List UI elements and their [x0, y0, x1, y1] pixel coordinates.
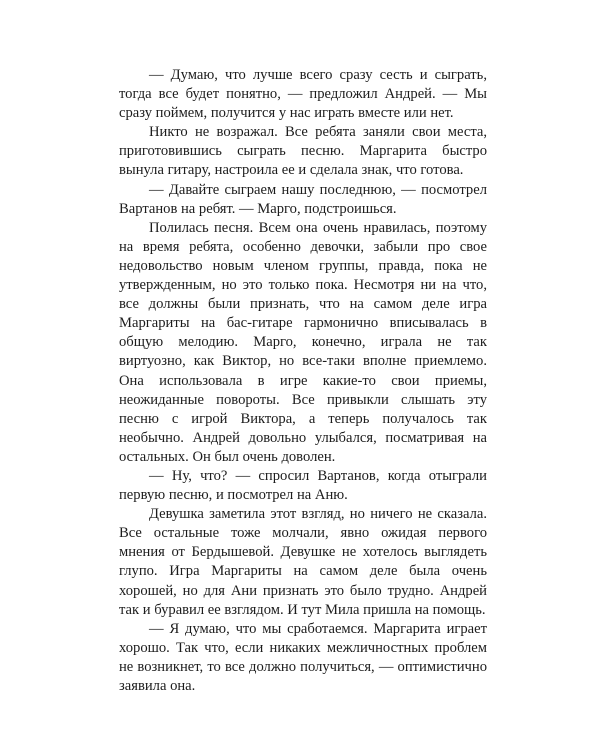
paragraph-2: Никто не возражал. Все ребята заняли свои места, приготовившись сыграть песню. Маргарита быстро вынула гитару, настроила ее и сделала знак, что готова.	[119, 124, 487, 179]
text-block	[119, 66, 487, 696]
paragraph-5: — Ну, что? — спросил Вартанов, когда отыграли первую песню, и посмотрел на Аню.	[119, 467, 487, 504]
paragraph-4: Полилась песня. Всем она очень нравилась, поэтому на время ребята, особенно девочки, забыли про свое недовольство новым членом группы, правда, пока не утвержденным, но это только пока. Несмотря ни на что, все должны были признать, что на самом деле игра Маргариты на бас-гитаре гармонично вписывалась в общую мелодию. Марго, конечно, играла не так виртуозно, как Виктор, но все-таки вполне приемлемо. Она использовала в игре какие-то свои приемы, неожиданные повороты. Все привыкли слышать эту песню с игрой Виктора, а теперь получалось так необычно. Андрей довольно улыбался, посматривая на остальных. Он был очень доволен.	[119, 219, 487, 465]
paragraph-6: Девушка заметила этот взгляд, но ничего не сказала. Все остальные тоже молчали, явно ожидая первого мнения от Бердышевой. Девушке не хотелось выглядеть глупо. Игра Маргариты на самом деле была очень хорошей, но для Ани признать это было трудно. Андрей так и буравил ее взглядом. И тут Мила пришла на помощь.	[119, 506, 487, 618]
paragraph-7: — Я думаю, что мы сработаемся. Маргарита играет хорошо. Так что, если никаких межличностных проблем не возникнет, то все должно получиться, — оптимистично заявила она.	[119, 620, 487, 694]
paragraph-3: — Давайте сыграем нашу последнюю, — посмотрел Вартанов на ребят. — Марго, подстроишься.	[119, 181, 487, 217]
paragraph-1: — Думаю, что лучше всего сразу сесть и сыграть, тогда все будет понятно, — предложил Андрей. — Мы сразу поймем, получится у нас играть вместе или нет.	[119, 67, 487, 122]
